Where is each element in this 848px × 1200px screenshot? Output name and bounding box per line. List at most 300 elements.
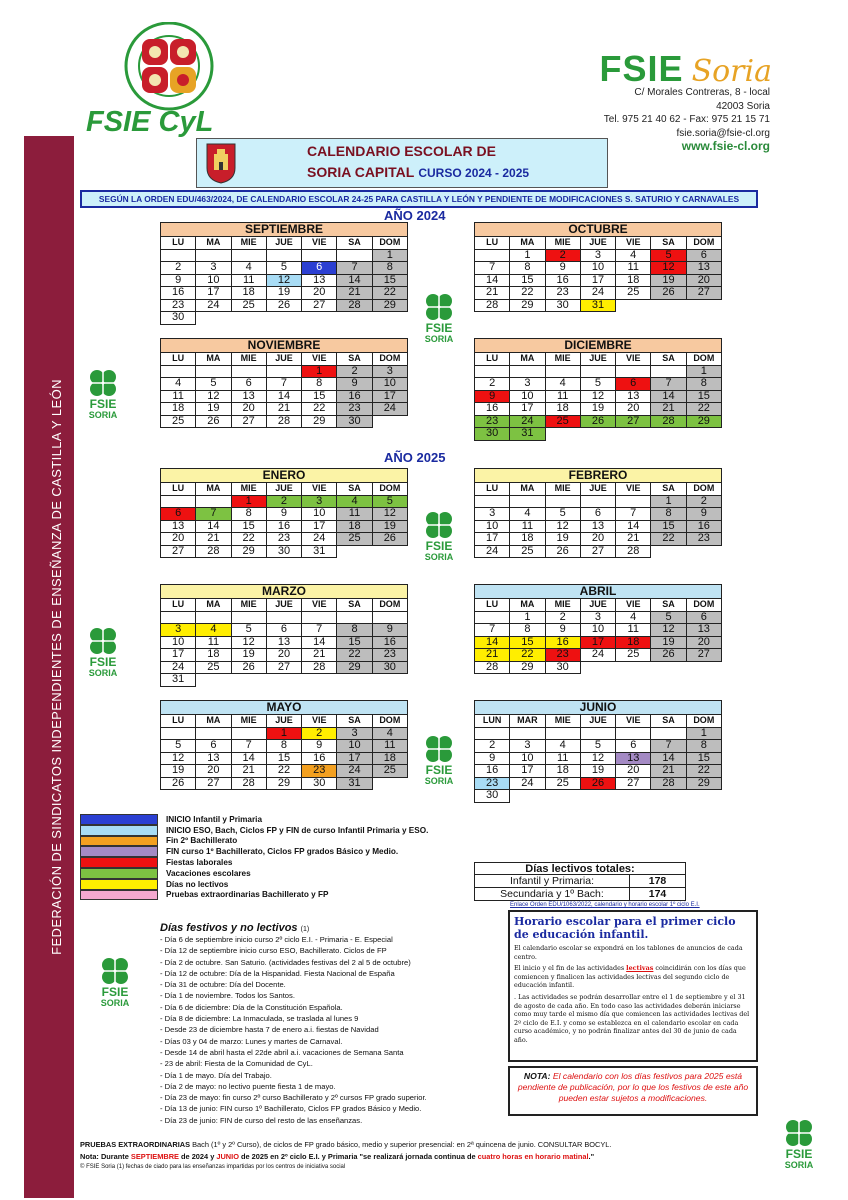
day-header: MIE xyxy=(545,483,580,496)
day-header: SA xyxy=(337,483,372,496)
day-header: SA xyxy=(337,237,372,250)
day-cell: 12 xyxy=(651,624,686,637)
day-cell: 1 xyxy=(302,365,337,378)
day-header: LUN xyxy=(475,715,510,728)
day-cell xyxy=(302,249,337,262)
day-cell: 21 xyxy=(231,765,266,778)
day-header: MIE xyxy=(545,353,580,366)
day-cell: 8 xyxy=(686,378,721,391)
day-cell: 20 xyxy=(686,274,721,287)
day-cell: 1 xyxy=(686,727,721,740)
festivo-item: - 23 de abril: Fiesta de la Comunidad de CyL. xyxy=(160,1059,313,1069)
dias-row-value: 174 xyxy=(629,888,685,900)
nota-box xyxy=(508,1066,758,1116)
month-mayo xyxy=(160,700,408,790)
month-marzo xyxy=(160,584,408,687)
day-header: LU xyxy=(475,353,510,366)
day-cell: 21 xyxy=(337,287,372,300)
title-course: CURSO 2024 - 2025 xyxy=(418,166,530,180)
day-header: JUE xyxy=(266,237,301,250)
fsie-clover-logo xyxy=(416,510,462,562)
day-header: LU xyxy=(161,599,196,612)
day-header: MA xyxy=(196,237,231,250)
month-septiembre xyxy=(160,222,408,325)
day-cell xyxy=(475,727,510,740)
legend-item xyxy=(80,846,428,857)
day-cell: 17 xyxy=(580,274,615,287)
legend-item xyxy=(80,825,428,836)
day-header: JUE xyxy=(580,483,615,496)
day-cell: 15 xyxy=(302,390,337,403)
day-cell: 23 xyxy=(337,403,372,416)
day-header: SA xyxy=(337,599,372,612)
day-cell xyxy=(510,365,545,378)
day-cell: 13 xyxy=(616,390,651,403)
day-header: VIE xyxy=(616,715,651,728)
day-cell: 19 xyxy=(161,765,196,778)
day-cell: 7 xyxy=(651,378,686,391)
orden-link[interactable]: Enlace Orden EDU/1063/2022, calendario y horario escolar 1º ciclo E.I. xyxy=(510,902,700,908)
day-header: VIE xyxy=(616,353,651,366)
legend-label: Fiestas laborales xyxy=(166,858,233,868)
festivo-item: - Día 1 de noviembre. Todos los Santos. xyxy=(160,991,295,1001)
day-cell: 19 xyxy=(372,520,407,533)
day-cell: 16 xyxy=(545,636,580,649)
day-cell: 18 xyxy=(616,636,651,649)
day-cell: 11 xyxy=(231,274,266,287)
day-cell xyxy=(161,249,196,262)
day-cell xyxy=(196,495,231,508)
day-cell: 5 xyxy=(372,495,407,508)
legend-swatch xyxy=(80,825,158,836)
day-header: MA xyxy=(510,599,545,612)
day-cell: 28 xyxy=(337,299,372,312)
day-cell: 26 xyxy=(266,299,301,312)
title-box xyxy=(196,138,608,188)
day-cell: 7 xyxy=(475,624,510,637)
day-cell: 19 xyxy=(651,636,686,649)
day-cell: 19 xyxy=(196,403,231,416)
day-header: DOM xyxy=(372,599,407,612)
day-cell: 27 xyxy=(686,287,721,300)
day-cell: 9 xyxy=(475,752,510,765)
legend-item xyxy=(80,836,428,847)
dias-row-label: Infantil y Primaria: xyxy=(509,875,595,887)
day-cell: 7 xyxy=(475,262,510,275)
day-cell: 2 xyxy=(545,249,580,262)
day-cell: 3 xyxy=(196,262,231,275)
day-cell xyxy=(616,727,651,740)
day-cell: 29 xyxy=(302,415,337,428)
day-cell: 16 xyxy=(372,636,407,649)
day-cell: 7 xyxy=(651,740,686,753)
day-cell: 10 xyxy=(372,378,407,391)
day-cell xyxy=(266,249,301,262)
day-cell: 11 xyxy=(616,262,651,275)
day-cell: 16 xyxy=(266,520,301,533)
day-header: LU xyxy=(161,237,196,250)
day-cell: 5 xyxy=(231,624,266,637)
month-enero xyxy=(160,468,408,558)
day-cell: 6 xyxy=(686,611,721,624)
month-name: MAYO xyxy=(161,701,408,715)
day-cell: 23 xyxy=(266,533,301,546)
dias-lectivos-box xyxy=(474,862,686,901)
day-header: SA xyxy=(651,599,686,612)
day-header: JUE xyxy=(266,599,301,612)
day-cell: 10 xyxy=(580,624,615,637)
day-cell xyxy=(266,611,301,624)
clover-label-fsie: FSIE xyxy=(89,397,117,411)
day-cell xyxy=(580,727,615,740)
day-cell: 2 xyxy=(475,378,510,391)
day-cell: 17 xyxy=(161,649,196,662)
day-cell: 2 xyxy=(545,611,580,624)
day-header: LU xyxy=(475,237,510,250)
day-cell: 2 xyxy=(686,495,721,508)
day-header: SA xyxy=(337,353,372,366)
day-cell: 31 xyxy=(302,545,337,558)
day-cell: 16 xyxy=(475,765,510,778)
day-cell: 26 xyxy=(196,415,231,428)
day-cell: 8 xyxy=(372,262,407,275)
festivo-item: - Desde 14 de abril hasta el 22de abril a.i. vacaciones de Semana Santa xyxy=(160,1047,404,1057)
contact-postal: 42003 Soria xyxy=(716,100,770,112)
day-cell xyxy=(616,365,651,378)
day-cell: 6 xyxy=(266,624,301,637)
contact-block xyxy=(604,86,770,154)
day-header: VIE xyxy=(302,599,337,612)
day-header: VIE xyxy=(616,599,651,612)
day-cell: 15 xyxy=(651,520,686,533)
day-cell xyxy=(161,495,196,508)
day-cell: 18 xyxy=(231,287,266,300)
day-cell: 13 xyxy=(616,752,651,765)
day-cell: 11 xyxy=(616,624,651,637)
day-cell: 3 xyxy=(475,508,510,521)
legend-item xyxy=(80,890,428,901)
day-cell: 24 xyxy=(475,545,510,558)
day-cell: 10 xyxy=(337,740,372,753)
day-header: VIE xyxy=(616,483,651,496)
day-cell xyxy=(545,365,580,378)
day-cell: 16 xyxy=(161,287,196,300)
legend-label: FIN curso 1º Bachillerato, Ciclos FP grados Básico y Medio. xyxy=(166,847,399,857)
nota-text: El calendario con los días festivos para 2025 está pendiente de publicación, por lo que los festivos de este año pueden estar sujetos a modificaciones. xyxy=(517,1071,749,1103)
day-cell xyxy=(510,495,545,508)
day-header: MIE xyxy=(231,599,266,612)
day-header: MIE xyxy=(545,237,580,250)
day-header: MIE xyxy=(231,353,266,366)
day-cell: 2 xyxy=(475,740,510,753)
day-cell: 8 xyxy=(651,508,686,521)
day-cell: 23 xyxy=(545,649,580,662)
day-cell: 1 xyxy=(510,249,545,262)
day-cell: 29 xyxy=(510,661,545,674)
dias-lectivos-row xyxy=(474,888,686,901)
day-cell: 17 xyxy=(372,390,407,403)
day-cell: 21 xyxy=(196,533,231,546)
day-cell: 29 xyxy=(686,415,721,428)
day-cell: 28 xyxy=(651,415,686,428)
day-cell: 22 xyxy=(266,765,301,778)
day-cell: 11 xyxy=(545,752,580,765)
day-cell: 5 xyxy=(580,740,615,753)
legend-item xyxy=(80,857,428,868)
festivo-item: - Día 2 de mayo: no lectivo puente fiesta 1 de mayo. xyxy=(160,1081,336,1091)
day-cell: 28 xyxy=(196,545,231,558)
day-cell: 21 xyxy=(475,649,510,662)
day-cell: 27 xyxy=(266,661,301,674)
day-cell: 19 xyxy=(580,765,615,778)
day-cell: 10 xyxy=(196,274,231,287)
day-cell: 2 xyxy=(302,727,337,740)
day-cell: 20 xyxy=(231,403,266,416)
day-cell: 30 xyxy=(337,415,372,428)
fsie-clover-logo xyxy=(92,956,138,1008)
day-cell: 1 xyxy=(651,495,686,508)
day-cell: 13 xyxy=(196,752,231,765)
legend-swatch xyxy=(80,836,158,847)
day-cell: 17 xyxy=(510,765,545,778)
legend-swatch xyxy=(80,890,158,901)
day-header: MA xyxy=(510,353,545,366)
day-cell: 23 xyxy=(475,777,510,790)
day-cell xyxy=(337,611,372,624)
month-name: MARZO xyxy=(161,585,408,599)
day-cell xyxy=(266,365,301,378)
day-cell: 17 xyxy=(196,287,231,300)
day-header: MIE xyxy=(231,237,266,250)
day-header: MIE xyxy=(231,715,266,728)
day-header: JUE xyxy=(266,353,301,366)
day-cell: 5 xyxy=(266,262,301,275)
day-cell: 5 xyxy=(580,378,615,391)
festivo-item: - Desde 23 de diciembre hasta 7 de enero a.i. fiestas de Navidad xyxy=(160,1025,379,1035)
day-cell: 20 xyxy=(266,649,301,662)
day-cell: 8 xyxy=(510,624,545,637)
day-cell: 13 xyxy=(302,274,337,287)
day-cell: 30 xyxy=(266,545,301,558)
month-octubre xyxy=(474,222,722,312)
day-cell: 18 xyxy=(616,274,651,287)
day-cell: 18 xyxy=(337,520,372,533)
day-cell: 28 xyxy=(302,661,337,674)
day-cell: 23 xyxy=(545,287,580,300)
day-cell: 14 xyxy=(337,274,372,287)
day-cell: 21 xyxy=(302,649,337,662)
sidebar-text: FEDERACIÓN DE SINDICATOS INDEPENDIENTES DE ENSEÑANZA DE CASTILLA Y LEÓN xyxy=(49,379,64,955)
day-cell xyxy=(196,365,231,378)
day-cell xyxy=(231,727,266,740)
day-cell: 31 xyxy=(337,777,372,790)
day-cell: 27 xyxy=(686,649,721,662)
clover-label-soria: SORIA xyxy=(424,552,454,562)
day-cell xyxy=(545,727,580,740)
day-cell xyxy=(475,495,510,508)
day-cell: 16 xyxy=(686,520,721,533)
day-cell: 11 xyxy=(510,520,545,533)
day-header: JUE xyxy=(580,715,615,728)
day-cell: 17 xyxy=(475,533,510,546)
day-cell: 22 xyxy=(337,649,372,662)
day-cell: 10 xyxy=(161,636,196,649)
day-cell: 1 xyxy=(372,249,407,262)
day-header: DOM xyxy=(372,483,407,496)
day-cell: 7 xyxy=(266,378,301,391)
day-cell: 26 xyxy=(231,661,266,674)
day-header: JUE xyxy=(580,353,615,366)
day-cell: 4 xyxy=(545,378,580,391)
day-cell: 6 xyxy=(580,508,615,521)
day-cell: 12 xyxy=(651,262,686,275)
day-cell xyxy=(231,365,266,378)
day-cell: 4 xyxy=(337,495,372,508)
legend-swatch xyxy=(80,857,158,868)
day-cell: 14 xyxy=(651,390,686,403)
day-cell: 16 xyxy=(302,752,337,765)
day-cell: 4 xyxy=(231,262,266,275)
day-header: LU xyxy=(475,483,510,496)
fsie-clover-logo xyxy=(416,292,462,344)
day-cell: 25 xyxy=(231,299,266,312)
day-cell: 12 xyxy=(580,752,615,765)
legend-label: Días no lectivos xyxy=(166,879,229,889)
festivo-item: - Día 6 de septiembre inicio curso 2º ciclo E.I. - Primaria - E. Especial xyxy=(160,935,393,944)
day-cell: 22 xyxy=(231,533,266,546)
brand-city: Soria xyxy=(691,54,772,89)
day-cell: 6 xyxy=(302,262,337,275)
day-cell: 9 xyxy=(545,262,580,275)
day-cell: 31 xyxy=(161,674,196,687)
day-cell: 12 xyxy=(196,390,231,403)
dias-row-label: Secundaria y 1º Bach: xyxy=(500,888,604,900)
day-cell: 24 xyxy=(510,415,545,428)
day-cell: 22 xyxy=(686,403,721,416)
day-cell: 6 xyxy=(196,740,231,753)
legend-item xyxy=(80,814,428,825)
brand-fsie: FSIE xyxy=(599,48,684,89)
day-header: SA xyxy=(651,353,686,366)
day-header: DOM xyxy=(686,483,721,496)
day-header: VIE xyxy=(302,237,337,250)
day-header: SA xyxy=(651,483,686,496)
day-cell: 13 xyxy=(580,520,615,533)
month-name: SEPTIEMBRE xyxy=(161,223,408,237)
clover-icon xyxy=(422,292,456,322)
day-cell: 22 xyxy=(372,287,407,300)
clover-icon xyxy=(86,626,120,656)
clover-icon xyxy=(422,510,456,540)
day-cell: 11 xyxy=(372,740,407,753)
month-name: ENERO xyxy=(161,469,408,483)
day-header: DOM xyxy=(686,599,721,612)
day-cell xyxy=(475,611,510,624)
day-cell: 24 xyxy=(161,661,196,674)
day-cell: 12 xyxy=(545,520,580,533)
day-cell: 30 xyxy=(302,777,337,790)
day-cell: 1 xyxy=(266,727,301,740)
day-header: JUE xyxy=(580,599,615,612)
festivo-item: - Día 13 de junio: FIN curso 1º Bachillerato, Ciclos FP grados Básico y Medio. xyxy=(160,1104,422,1114)
horario-p2: El inicio y el fin de las actividades lectivas coincidirán con los días que comiencen y finalicen las actividades lectivas del segundo ciclo de educación infantil. xyxy=(514,964,746,990)
soria-crest-icon xyxy=(205,142,237,184)
clover-icon xyxy=(86,368,120,398)
contact-address: C/ Morales Contreras, 8 - local xyxy=(634,87,770,98)
day-cell: 14 xyxy=(196,520,231,533)
day-cell: 26 xyxy=(161,777,196,790)
day-header: DOM xyxy=(686,237,721,250)
day-cell xyxy=(372,611,407,624)
festivo-item: - Día 2 de octubre. San Saturio. (actividades festivas del 2 al 5 de octubre) xyxy=(160,957,411,967)
day-header: LU xyxy=(161,353,196,366)
legend-label: Pruebas extraordinarias Bachillerato y FP xyxy=(166,890,329,900)
contact-email: fsie.soria@fsie-cl.org xyxy=(676,127,770,139)
day-cell: 20 xyxy=(616,765,651,778)
day-cell xyxy=(651,727,686,740)
festivo-item: - Día 8 de diciembre: La Inmaculada, se traslada al lunes 9 xyxy=(160,1014,359,1024)
day-cell xyxy=(545,495,580,508)
day-header: MIE xyxy=(231,483,266,496)
day-cell: 12 xyxy=(580,390,615,403)
clover-label-soria: SORIA xyxy=(784,1160,814,1170)
day-header: VIE xyxy=(302,353,337,366)
day-cell: 7 xyxy=(231,740,266,753)
day-cell: 26 xyxy=(580,415,615,428)
day-cell xyxy=(475,249,510,262)
day-cell: 10 xyxy=(510,752,545,765)
day-header: JUE xyxy=(266,483,301,496)
day-cell xyxy=(161,727,196,740)
day-cell: 21 xyxy=(475,287,510,300)
day-cell: 18 xyxy=(510,533,545,546)
day-cell: 4 xyxy=(616,611,651,624)
day-cell: 24 xyxy=(337,765,372,778)
clover-label-fsie: FSIE xyxy=(425,321,453,335)
day-cell xyxy=(231,611,266,624)
day-cell: 28 xyxy=(475,661,510,674)
day-cell: 9 xyxy=(337,378,372,391)
day-cell xyxy=(196,249,231,262)
day-header: SA xyxy=(651,237,686,250)
day-cell: 31 xyxy=(580,299,615,312)
festivo-item: - Día 23 de junio: FIN de curso del resto de las enseñanzas. xyxy=(160,1115,363,1125)
day-cell: 26 xyxy=(545,545,580,558)
day-cell: 22 xyxy=(510,649,545,662)
day-cell: 18 xyxy=(196,649,231,662)
fsie-clover-logo xyxy=(416,734,462,786)
day-cell: 28 xyxy=(616,545,651,558)
day-header: LU xyxy=(161,715,196,728)
day-cell: 19 xyxy=(545,533,580,546)
day-cell xyxy=(161,365,196,378)
day-cell xyxy=(580,365,615,378)
day-cell: 24 xyxy=(510,777,545,790)
day-cell: 8 xyxy=(686,740,721,753)
day-header: MA xyxy=(196,715,231,728)
day-cell: 16 xyxy=(475,403,510,416)
day-cell: 24 xyxy=(580,649,615,662)
day-cell: 31 xyxy=(510,428,545,441)
dias-row-value: 178 xyxy=(629,875,685,887)
day-header: DOM xyxy=(372,715,407,728)
day-cell: 1 xyxy=(686,365,721,378)
day-cell: 29 xyxy=(266,777,301,790)
festivo-item: - Día 31 de octubre: Día del Docente. xyxy=(160,980,286,990)
day-cell: 7 xyxy=(196,508,231,521)
day-cell: 14 xyxy=(266,390,301,403)
day-cell: 6 xyxy=(161,508,196,521)
